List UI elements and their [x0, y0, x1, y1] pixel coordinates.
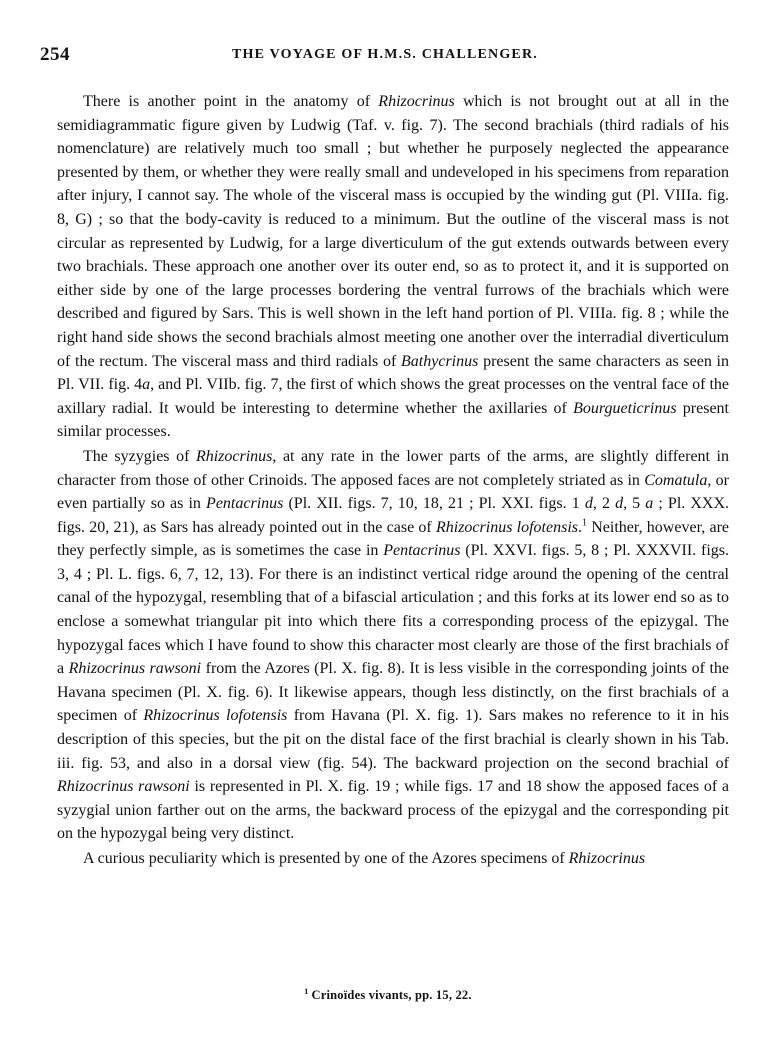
paragraph-1 — [57, 90, 729, 444]
text-run: , at any rate in the lower parts of the arms, are slightly different in character from those of other Crinoids. The apposed faces are not completely striated as in — [57, 447, 729, 489]
italic-run: a — [142, 376, 151, 394]
text-run: from Havana (Pl. X. fig. 1). Sars makes no reference to it in his description of this species, but the pit on the distal face of the first brachial is clearly shown in his Tab. iii. fig. 53, and also in a dorsal view (fig. 54). The backward projection on the second brachial of — [57, 707, 730, 772]
page-header — [40, 44, 730, 68]
footnote — [0, 988, 776, 1003]
italic-run: Rhizocrinus rawsoni — [57, 778, 190, 796]
footnote-text: Crinoïdes vivants, pp. 15, 22. — [311, 988, 472, 1002]
italic-run: Bathycrinus — [401, 352, 479, 370]
italic-run: Rhizocrinus lofotensis — [435, 518, 578, 536]
text-run: Neither, however, are they perfectly simple, as is sometimes the case in — [57, 518, 730, 560]
text-run: from the Azores (Pl. X. fig. 8). It is less visible in the corresponding joints of the Havana specimen (Pl. X. fig. 6). It likewise appears, though less distinctly, on the first brachials of a specimen of — [57, 660, 730, 725]
italic-run: Rhizocrinus — [195, 447, 273, 465]
text-run: present similar processes. — [57, 399, 729, 441]
footnote-marker: 1 — [304, 986, 309, 996]
italic-run: Rhizocrinus — [378, 93, 455, 110]
italic-run: Rhizocrinus rawsoni — [68, 660, 202, 678]
text-run: present the same characters as seen in Pl. VII. fig. 4 — [57, 352, 729, 394]
text-run: , 5 — [623, 495, 646, 513]
text-run: . — [578, 518, 582, 536]
italic-run: Rhizocrinus lofotensis — [143, 707, 288, 725]
footnote-reference: 1 — [582, 517, 587, 529]
italic-run: Pentacrinus — [383, 542, 461, 560]
text-run: A curious peculiarity which is presented by one of the Azores specimens of — [83, 850, 569, 867]
text-run: There is another point in the anatomy of — [83, 93, 379, 110]
italic-run: d — [615, 495, 624, 513]
text-run: is represented in Pl. X. fig. 19 ; while figs. 17 and 18 show the apposed faces of a syzygial union farther out on the arms, the backward process of the epizygal and the corresponding pit on the hypozygal being very distinct. — [57, 778, 729, 843]
italic-run: d — [584, 495, 593, 513]
text-run: , 2 — [592, 495, 616, 513]
body-text — [57, 90, 729, 871]
italic-run: Pentacrinus — [206, 495, 284, 513]
text-run: The syzygies of — [83, 447, 196, 465]
text-run: (Pl. XII. figs. 7, 10, 18, 21 ; Pl. XXI. figs. 1 — [283, 495, 585, 513]
italic-run: Rhizocrinus — [568, 850, 646, 867]
text-run: which is not brought out at all in the semidiagrammatic figure given by Ludwig (Taf. v. fig. 7). The second brachials (third radials of his nomenclature) are relatively much too small ; but whether he purposely neglected the appearance presented by them, or whether they were really small and undeveloped in his specimens from reparation after injury, I cannot say. The whole of the visceral mass is occupied by the winding gut (Pl. VIIIa. fig. 8, G) ; so that the body-cavity is reduced to a minimum. But the outline of the visceral mass is not circular as represented by Ludwig, for a large diverticulum of the gut extends outwards between every two brachials. These approach one another over its outer end, so as to protect it, and it is supported on either side by one of the large processes bordering the ventral furrows of the brachials which were described and figured by Sars. This is well shown in the left hand portion of Pl. VIIIa. fig. 8 ; while the right hand side shows the second brachials almost meeting one another over the interradial diverticulum of the rectum. The visceral mass and third radials of — [57, 93, 730, 370]
italic-run: a — [645, 495, 654, 513]
paragraph-2 — [57, 445, 729, 846]
text-run: ; Pl. XXX. figs. 20, 21), as Sars has already pointed out in the case of — [57, 495, 730, 536]
italic-run: Bourgueticrinus — [573, 399, 677, 417]
text-run: (Pl. XXVI. figs. 5, 8 ; Pl. XXXVII. figs. 3, 4 ; Pl. L. figs. 6, 7, 12, 13). For there is an indistinct vertical ridge around the opening of the central canal of the hypozygal, resembling that of a bifascial articulation ; and this forks at its lower end so as to enclose a somewhat triangular pit into which there fits a corresponding process of the epizygal. The hypozygal faces which I have found to show this character most clearly are those of the first brachials of a — [57, 542, 730, 678]
running-title: THE VOYAGE OF H.M.S. CHALLENGER. — [232, 47, 538, 62]
text-run: , or even partially so as in — [57, 471, 730, 513]
paragraph-3 — [57, 847, 729, 871]
page-number: 254 — [40, 44, 70, 65]
text-run: , and Pl. VIIb. fig. 7, the first of which shows the great processes on the ventral face of the axillary radial. It would be interesting to determine whether the axillaries of — [57, 376, 729, 417]
italic-run: Comatula — [644, 471, 708, 489]
